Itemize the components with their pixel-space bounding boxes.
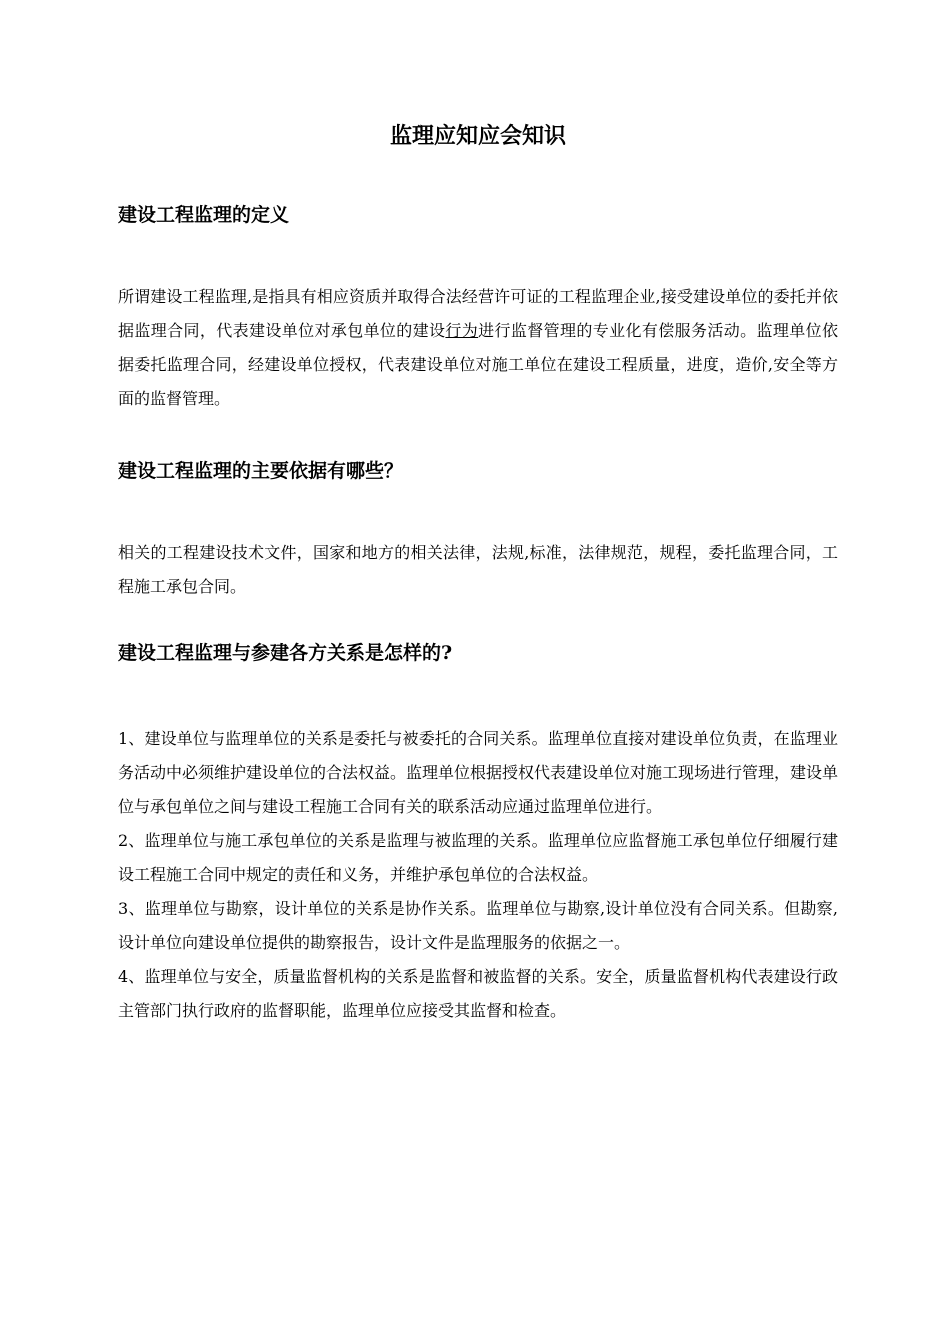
definition-text-part1: 所谓建设工程监理,是指具有相应资质并取得合法经营许可证的工程监理企业,接受建设单位的委托并依据监理合同，代表建设单位对承包单位的建设 (118, 287, 838, 340)
list-item: 3、监理单位与勘察，设计单位的关系是协作关系。监理单位与勘察,设计单位没有合同关系。但勘察,设计单位向建设单位提供的勘察报告，设计文件是监理服务的依据之一。 (118, 899, 838, 952)
section-heading-basis: 建设工程监理的主要依据有哪些？ (118, 460, 404, 482)
section-list-relations (118, 722, 838, 1028)
document-title: 监理应知应会知识 (389, 123, 566, 149)
section-paragraph-basis (118, 536, 838, 604)
definition-underlined-term: 行为 (445, 321, 479, 340)
list-item: 1、建设单位与监理单位的关系是委托与被委托的合同关系。监理单位直接对建设单位负责，在监理业务活动中必须维护建设单位的合法权益。监理单位根据授权代表建设单位对施工现场进行管理，建设单位与承包单位之间与建设工程施工合同有关的联系活动应通过监理单位进行。 (118, 729, 839, 816)
definition-text-part2: 进行监督管理的专业化有偿服务活动。监理单位依据委托监理合同，经建设单位授权，代表建设单位对施工单位在建设工程质量，进度，造价,安全等方面的监督管理。 (118, 321, 838, 408)
list-item: 4、监理单位与安全，质量监督机构的关系是监督和被监督的关系。安全，质量监督机构代表建设行政主管部门执行政府的监督职能，监理单位应接受其监督和检查。 (118, 967, 838, 1020)
section-heading-relations: 建设工程监理与参建各方关系是怎样的? (118, 642, 453, 664)
section-paragraph-definition (118, 280, 838, 416)
list-item: 2、监理单位与施工承包单位的关系是监理与被监理的关系。监理单位应监督施工承包单位仔细履行建设工程施工合同中规定的责任和义务，并维护承包单位的合法权益。 (118, 831, 838, 884)
section-heading-definition: 建设工程监理的定义 (118, 204, 290, 226)
basis-text: 相关的工程建设技术文件，国家和地方的相关法律，法规,标准，法律规范，规程，委托监理合同，工程施工承包合同。 (118, 543, 838, 596)
definition-text (118, 280, 838, 416)
